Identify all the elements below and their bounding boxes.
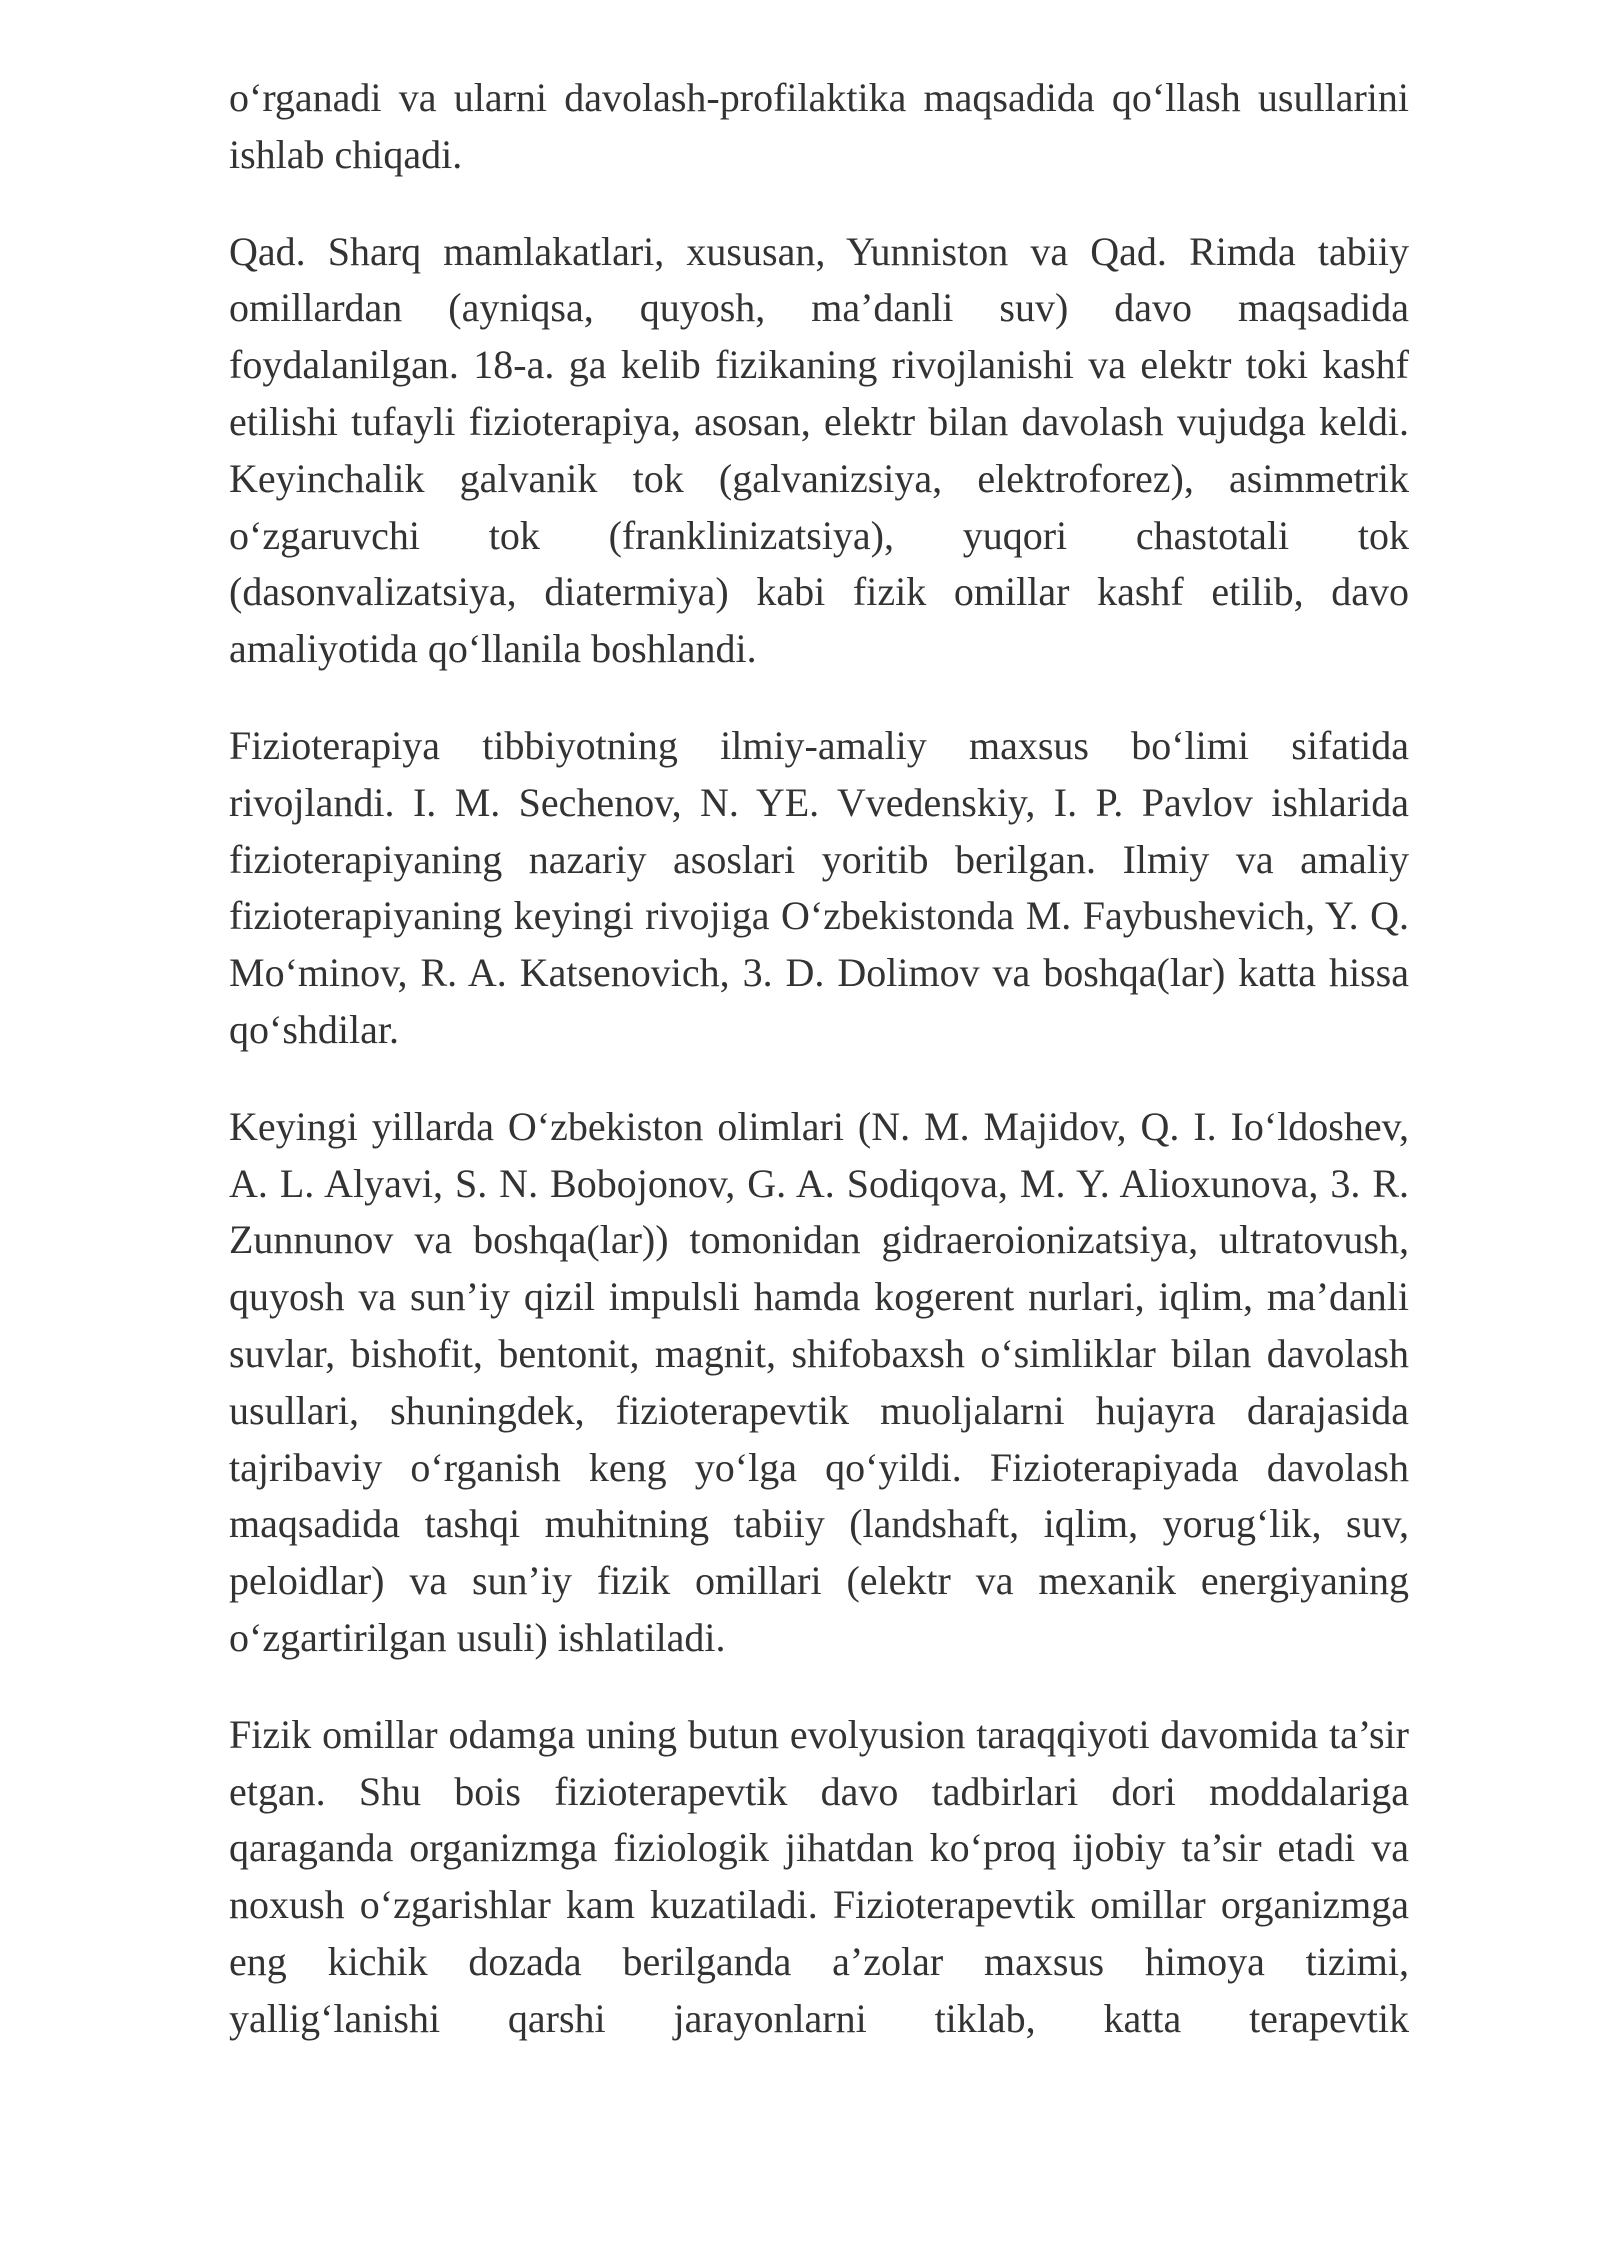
paragraph: Fizik omillar odamga uning butun evolyusion taraqqiyoti davomida ta’sir etgan. Shu bois fizioterapevtik davo tadbirlari dori moddalariga qaraganda organizmga fiziologik jihatdan koʻproq ijobiy ta’sir etadi va noxush oʻzgarishlar kam kuzatiladi. Fizioterapevtik omillar organizmga eng kichik dozada berilganda a’zolar maxsus himoya tizimi, yalligʻlanishi qarshi jarayonlarni tiklab, katta terapevtik [229, 1711, 1409, 2041]
paragraph: Qad. Sharq mamlakatlari, xususan, Yunniston va Qad. Rimda tabiiy omillardan (ayniqsa, quyosh, ma’danli suv) davo maqsadida foydalanilgan. 18-a. ga kelib fizikaning rivojlanishi va elektr toki kashf etilishi tufayli fizioterapiya, asosan, elektr bilan davolash vujudga keldi. Keyinchalik galvanik tok (galvanizsiya, elektroforez), asimmetrik oʻzgaruvchi tok (franklinizatsiya), yuqori chastotali tok (dasonvalizatsiya, diatermiya) kabi fizik omillar kashf etilib, davo amaliyotida qoʻllanila boshlandi. [229, 228, 1409, 672]
paragraph: oʻrganadi va ularni davolash-profilaktika maqsadida qoʻllash usullarini ishlab chiqadi. [229, 75, 1409, 177]
document-body [229, 70, 1409, 2088]
paragraph: Fizioterapiya tibbiyotning ilmiy-amaliy maxsus boʻlimi sifatida rivojlandi. I. M. Sechenov, N. YE. Vvedenskiy, I. P. Pavlov ishlarida fizioterapiyaning nazariy asoslari yoritib berilgan. Ilmiy va amaliy fizioterapiyaning keyingi rivojiga Oʻzbekistonda M. Faybushevich, Y. Q. Moʻminov, R. A. Katsenovich, 3. D. Dolimov va boshqa(lar) katta hissa qoʻshdilar. [229, 722, 1409, 1052]
paragraph: Keyingi yillarda Oʻzbekiston olimlari (N. M. Majidov, Q. I. Ioʻldoshev, A. L. Alyavi, S. N. Bobojonov, G. A. Sodiqova, M. Y. Alioxunova, 3. R. Zunnunov va boshqa(lar)) tomonidan gidraeroionizatsiya, ultratovush, quyosh va sun’iy qizil impulsli hamda kogerent nurlari, iqlim, ma’danli suvlar, bishofit, bentonit, magnit, shifobaxsh oʻsimliklar bilan davolash usullari, shuningdek, fizioterapevtik muoljalarni hujayra darajasida tajribaviy oʻrganish keng yoʻlga qoʻyildi. Fizioterapiyada davolash maqsadida tashqi muhitning tabiiy (landshaft, iqlim, yorugʻlik, suv, peloidlar) va sun’iy fizik omillari (elektr va mexanik energiyaning oʻzgartirilgan usuli) ishlatiladi. [229, 1103, 1409, 1660]
